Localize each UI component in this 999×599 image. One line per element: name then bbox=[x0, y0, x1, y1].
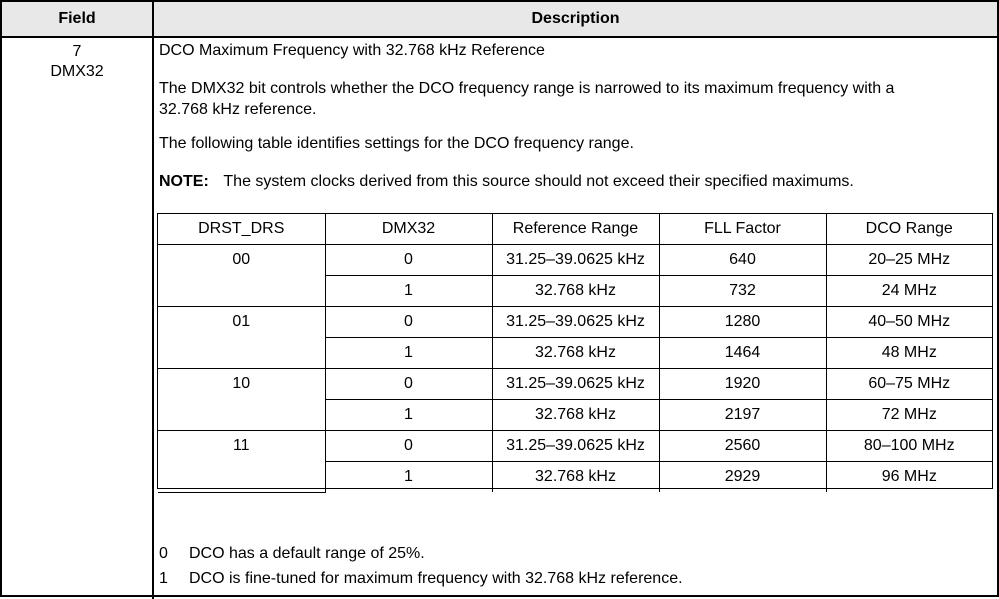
col-header-drst: DRST_DRS bbox=[158, 214, 325, 245]
cell-reference-range: 32.768 kHz bbox=[492, 338, 659, 369]
value-code: 1 bbox=[159, 570, 168, 587]
cell-drst-drs: 11 bbox=[158, 431, 325, 493]
note-text: The system clocks derived from this source should not exceed their specified maximums. bbox=[223, 173, 854, 190]
col-header-dco-range: DCO Range bbox=[826, 214, 992, 245]
cell-reference-range: 31.25–39.0625 kHz bbox=[492, 431, 659, 462]
cell-fll-factor: 732 bbox=[659, 276, 826, 307]
value-text: DCO has a default range of 25%. bbox=[189, 545, 425, 562]
cell-dco-range: 72 MHz bbox=[826, 400, 992, 431]
header-description: Description bbox=[531, 10, 620, 27]
col-header-reference-range: Reference Range bbox=[492, 214, 659, 245]
cell-dco-range: 20–25 MHz bbox=[826, 245, 992, 276]
cell-dmx32: 1 bbox=[325, 338, 492, 369]
value-row-1 bbox=[159, 570, 683, 588]
dco-range-table bbox=[157, 213, 993, 489]
cell-dmx32: 0 bbox=[325, 369, 492, 400]
table-row bbox=[158, 369, 992, 400]
description-para1-line1: The DMX32 bit controls whether the DCO frequency range is narrowed to its maximum frequency with a bbox=[159, 80, 895, 97]
cell-dmx32: 0 bbox=[325, 307, 492, 338]
cell-dco-range: 24 MHz bbox=[826, 276, 992, 307]
column-divider bbox=[152, 2, 154, 599]
cell-drst-drs: 00 bbox=[158, 245, 325, 307]
cell-fll-factor: 640 bbox=[659, 245, 826, 276]
value-text: DCO is fine-tuned for maximum frequency with 32.768 kHz reference. bbox=[189, 570, 683, 587]
cell-fll-factor: 1464 bbox=[659, 338, 826, 369]
field-name: DMX32 bbox=[50, 63, 104, 80]
cell-fll-factor: 1920 bbox=[659, 369, 826, 400]
cell-reference-range: 31.25–39.0625 kHz bbox=[492, 369, 659, 400]
cell-drst-drs: 01 bbox=[158, 307, 325, 369]
table-row bbox=[158, 245, 992, 276]
cell-dco-range: 80–100 MHz bbox=[826, 431, 992, 462]
note-label: NOTE: bbox=[159, 173, 209, 190]
field-cell bbox=[2, 42, 152, 82]
cell-dco-range: 60–75 MHz bbox=[826, 369, 992, 400]
cell-dco-range: 96 MHz bbox=[826, 462, 992, 493]
cell-reference-range: 32.768 kHz bbox=[492, 462, 659, 493]
cell-fll-factor: 2560 bbox=[659, 431, 826, 462]
cell-reference-range: 32.768 kHz bbox=[492, 400, 659, 431]
cell-dco-range: 48 MHz bbox=[826, 338, 992, 369]
cell-reference-range: 31.25–39.0625 kHz bbox=[492, 245, 659, 276]
cell-dmx32: 0 bbox=[325, 431, 492, 462]
cell-fll-factor: 2197 bbox=[659, 400, 826, 431]
cell-dmx32: 1 bbox=[325, 462, 492, 493]
table-row bbox=[158, 307, 992, 338]
cell-dmx32: 0 bbox=[325, 245, 492, 276]
description-title: DCO Maximum Frequency with 32.768 kHz Reference bbox=[159, 42, 545, 59]
description-para1-line2: 32.768 kHz reference. bbox=[159, 101, 317, 118]
field-bit: 7 bbox=[72, 43, 82, 60]
cell-dco-range: 40–50 MHz bbox=[826, 307, 992, 338]
header-field: Field bbox=[58, 10, 96, 27]
cell-dmx32: 1 bbox=[325, 276, 492, 307]
table-row bbox=[158, 431, 992, 462]
description-para2: The following table identifies settings for the DCO frequency range. bbox=[159, 135, 634, 152]
note bbox=[159, 173, 854, 191]
cell-reference-range: 31.25–39.0625 kHz bbox=[492, 307, 659, 338]
cell-reference-range: 32.768 kHz bbox=[492, 276, 659, 307]
cell-fll-factor: 2929 bbox=[659, 462, 826, 493]
dco-table-header-row bbox=[158, 214, 992, 245]
cell-dmx32: 1 bbox=[325, 400, 492, 431]
cell-fll-factor: 1280 bbox=[659, 307, 826, 338]
value-row-0 bbox=[159, 545, 425, 563]
col-header-dmx32: DMX32 bbox=[325, 214, 492, 245]
col-header-fll-factor: FLL Factor bbox=[659, 214, 826, 245]
cell-drst-drs: 10 bbox=[158, 369, 325, 431]
value-code: 0 bbox=[159, 545, 168, 562]
